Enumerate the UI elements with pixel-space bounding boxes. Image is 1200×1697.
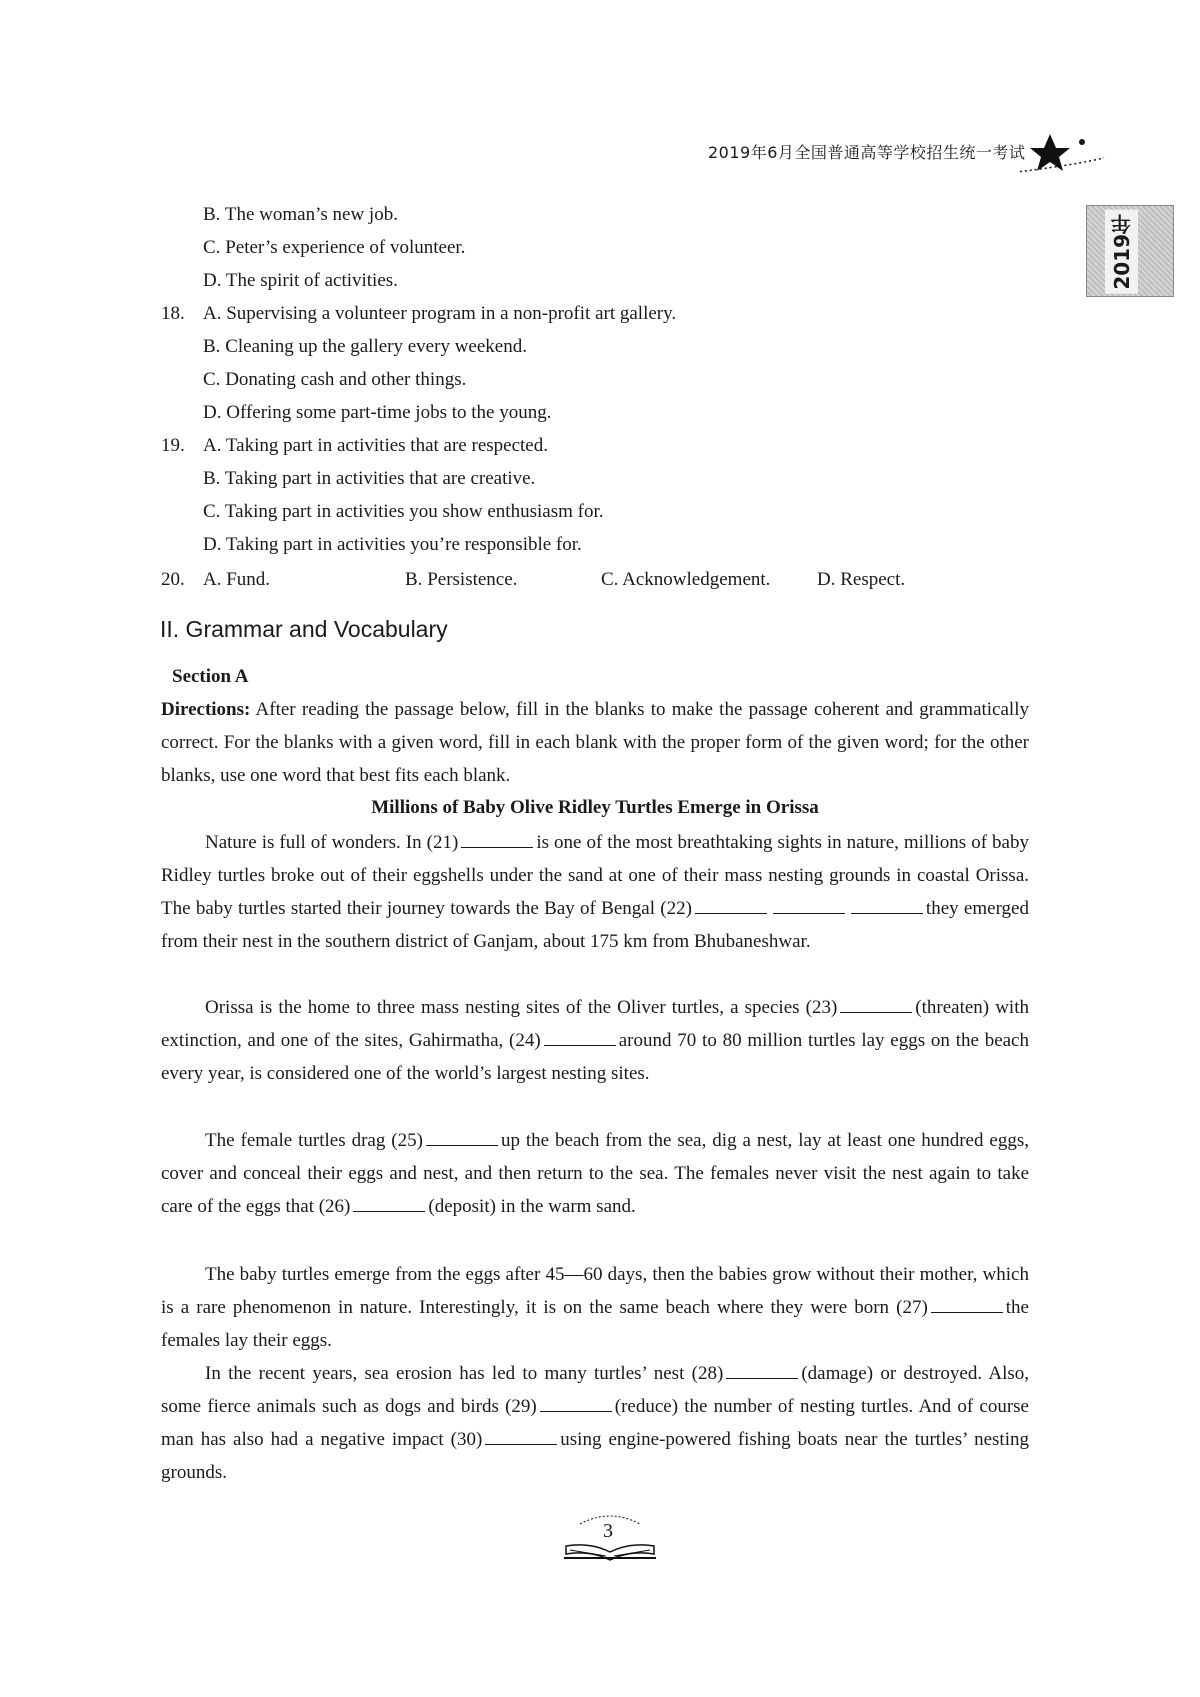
- page-number-ornament: [560, 1512, 660, 1568]
- star-logo-icon: [1020, 128, 1110, 178]
- q19-option-c: C. Taking part in activities you show enthusiasm for.: [203, 501, 604, 522]
- q19-option-b: B. Taking part in activities that are creative.: [203, 468, 536, 489]
- directions: [161, 693, 1029, 792]
- section-subtitle: Section A: [172, 666, 249, 687]
- q18-option-d: D. Offering some part-time jobs to the young.: [203, 402, 552, 423]
- passage-paragraph-5: In the recent years, sea erosion has led to many turtles’ nest (28) (damage) or destroyed. Also, some fierce animals such as dogs and birds (29) (reduce) the number of nesting turtles. And of course man has also had a negative impact (30) using engine-powered fishing boats near the turtles’ nesting grounds.: [161, 1363, 1029, 1483]
- directions-label: Directions:: [161, 699, 251, 720]
- q18-option-c: C. Donating cash and other things.: [203, 369, 467, 390]
- blank-22b[interactable]: [773, 897, 845, 914]
- blank-21[interactable]: [461, 831, 533, 848]
- passage-paragraph-2: Orissa is the home to three mass nesting sites of the Oliver turtles, a species (23) (threaten) with extinction, and one of the sites, Gahirmatha, (24) around 70 to 80 million turtles lay eggs on the beach every year, is considered one of the world’s largest nesting sites.: [161, 997, 1029, 1084]
- blank-27[interactable]: [931, 1296, 1003, 1313]
- q18-option-a: A. Supervising a volunteer program in a non-profit art gallery.: [203, 303, 677, 324]
- blank-24[interactable]: [544, 1029, 616, 1046]
- exam-header: 2019年6月全国普通高等学校招生统一考试: [708, 143, 1026, 162]
- q17-option-d: D. The spirit of activities.: [203, 270, 398, 291]
- passage-paragraph-3: The female turtles drag (25) up the beach from the sea, dig a nest, lay at least one hundred eggs, cover and conceal their eggs and nest, and then return to the sea. The females never visit the nest again to take care of the eggs that (26) (deposit) in the warm sand.: [161, 1130, 1029, 1217]
- directions-text: After reading the passage below, fill in the blanks to make the passage coherent and grammatically correct. For the blanks with a given word, fill in each blank with the proper form of the given word; for the other blanks, use one word that best fits each blank.: [161, 699, 1029, 786]
- q19-number: 19.: [161, 435, 185, 456]
- q19-option-a: A. Taking part in activities that are respected.: [203, 435, 548, 456]
- passage-paragraph-1: Nature is full of wonders. In (21) is one of the most breathtaking sights in nature, millions of baby Ridley turtles broke out of their eggshells under the sand at one of their mass nesting grounds in coastal Orissa. The baby turtles started their journey towards the Bay of Bengal (22) they emerged from their nest in the southern district of Ganjam, about 175 km from Bhubaneshwar.: [161, 832, 1029, 952]
- blank-30[interactable]: [485, 1428, 557, 1445]
- blank-25[interactable]: [426, 1129, 498, 1146]
- q20-option-c: C. Acknowledgement.: [601, 569, 771, 590]
- blank-22a[interactable]: [695, 897, 767, 914]
- blank-22c[interactable]: [851, 897, 923, 914]
- q20-option-a: A. Fund.: [203, 569, 271, 590]
- blank-29[interactable]: [540, 1395, 612, 1412]
- q18-number: 18.: [161, 303, 185, 324]
- passage-paragraph-4: The baby turtles emerge from the eggs after 45—60 days, then the babies grow without their mother, which is a rare phenomenon in nature. Interestingly, it is on the same beach where they were born (27) the females lay their eggs.: [161, 1264, 1029, 1351]
- q20-number: 20.: [161, 569, 185, 590]
- q17-option-b: B. The woman’s new job.: [203, 204, 398, 225]
- year-tab-label: 2019年: [1105, 210, 1138, 294]
- q18-option-b: B. Cleaning up the gallery every weekend.: [203, 336, 527, 357]
- section-title: II. Grammar and Vocabulary: [160, 616, 448, 642]
- passage-title: Millions of Baby Olive Ridley Turtles Emerge in Orissa: [371, 797, 819, 818]
- blank-26[interactable]: [353, 1195, 425, 1212]
- q20-option-d: D. Respect.: [817, 569, 906, 590]
- q19-option-d: D. Taking part in activities you’re responsible for.: [203, 534, 582, 555]
- blank-28[interactable]: [726, 1362, 798, 1379]
- page-number: 3: [603, 1520, 613, 1542]
- year-side-tab: [1086, 205, 1174, 297]
- q20-option-b: B. Persistence.: [405, 569, 518, 590]
- blank-23[interactable]: [840, 996, 912, 1013]
- q17-option-c: C. Peter’s experience of volunteer.: [203, 237, 466, 258]
